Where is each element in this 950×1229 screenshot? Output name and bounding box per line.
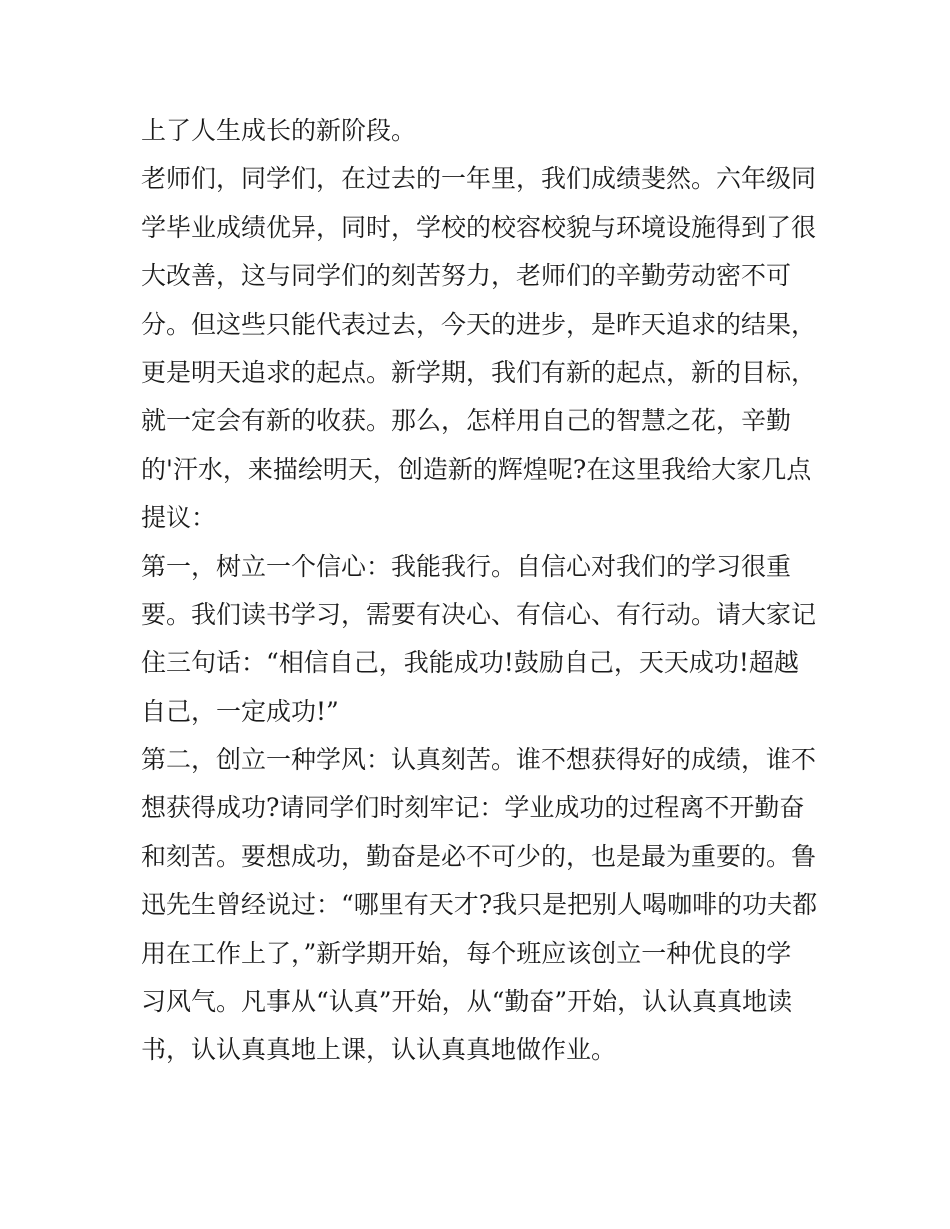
- text-line: 用在工作上了，”新学期开始，每个班应该创立一种优良的学: [141, 938, 792, 968]
- text-line: 更是明天追求的起点。新学期，我们有新的起点，新的目标，: [141, 357, 817, 387]
- text-line: 第二，创立一种学风：认真刻苦。谁不想获得好的成绩，谁不: [141, 745, 817, 775]
- text-line: 迅先生曾经说过：“哪里有天才?我只是把别人喝咖啡的功夫都: [141, 890, 818, 920]
- text-line: 上了人生成长的新阶段。: [141, 116, 417, 145]
- text-line: 想获得成功?请同学们时刻牢记：学业成功的过程离不开勤奋: [141, 793, 805, 823]
- text-line: 住三句话：“相信自己，我能成功!鼓励自己，天天成功!超越: [141, 648, 799, 678]
- text-line: 学毕业成绩优异，同时，学校的校容校貌与环境设施得到了很: [141, 212, 817, 242]
- text-line: 提议：: [141, 503, 217, 533]
- text-line: 分。但这些只能代表过去，今天的进步，是昨天追求的结果，: [141, 309, 817, 339]
- text-line: 要。我们读书学习，需要有决心、有信心、有行动。请大家记: [141, 599, 817, 629]
- text-line: 自己，一定成功!”: [141, 696, 339, 726]
- text-line: 就一定会有新的收获。那么，怎样用自己的智慧之花，辛勤: [141, 406, 792, 436]
- text-line: 的'汗水，来描绘明天，创造新的辉煌呢?在这里我给大家几点: [141, 454, 812, 484]
- text-line: 书，认认真真地上课，认认真真地做作业。: [141, 1035, 617, 1065]
- text-line: 老师们，同学们，在过去的一年里，我们成绩斐然。六年级同: [141, 164, 817, 194]
- body-text: [141, 107, 821, 1075]
- text-line: 习风气。凡事从“认真”开始，从“勤奋”开始，认认真真地读: [141, 987, 793, 1017]
- text-line: 大改善，这与同学们的刻苦努力，老师们的辛勤劳动密不可: [141, 261, 792, 291]
- text-line: 第一，树立一个信心：我能我行。自信心对我们的学习很重: [141, 551, 792, 581]
- text-line: 和刻苦。要想成功，勤奋是必不可少的，也是最为重要的。鲁: [141, 841, 817, 871]
